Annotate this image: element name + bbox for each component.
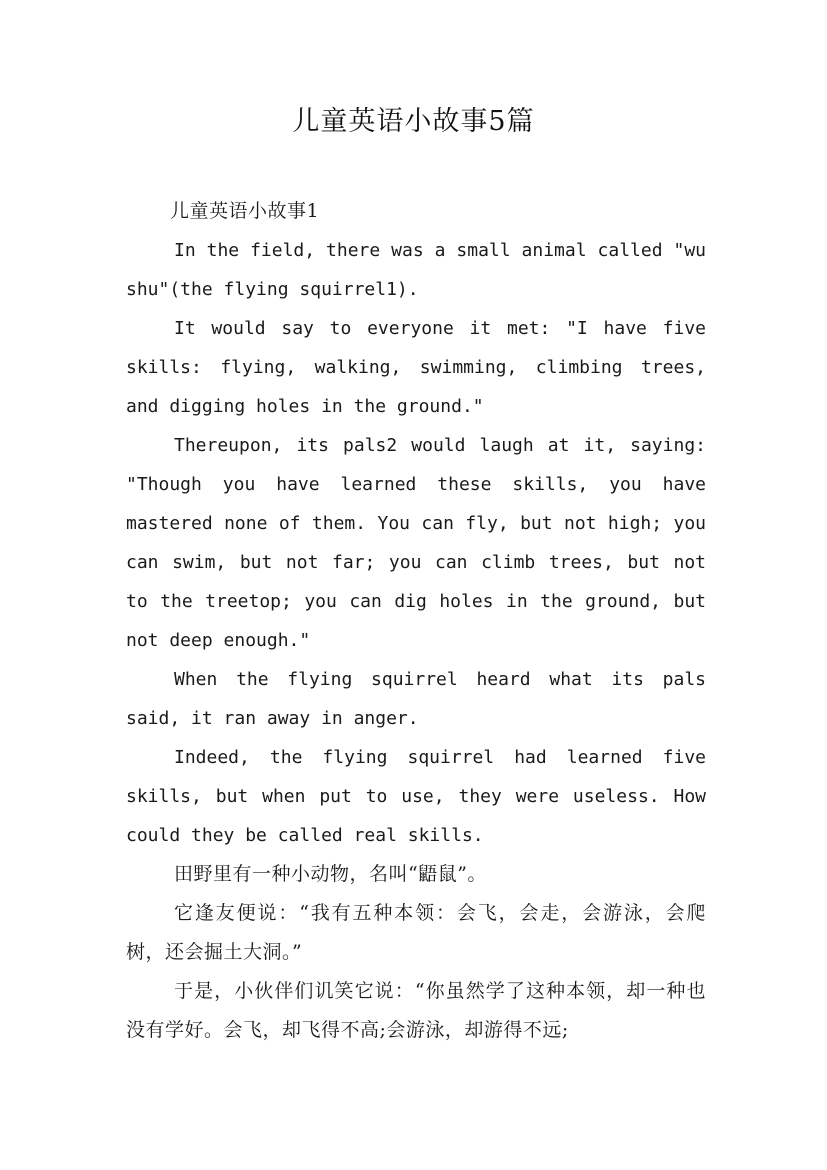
paragraph-2: It would say to everyone it met: "I have five skills: flying, walking, swimming, climbing trees, and digging holes in the ground." xyxy=(126,318,706,417)
paragraph-5: Indeed, the flying squirrel had learned five skills, but when put to use, they were useless. How could they be called real skills. xyxy=(126,747,706,846)
chinese-paragraph-3: 于是，小伙伴们讥笑它说：“你虽然学了这种本领，却一种也没有学好。会飞，却飞得不高;会游泳，却游得不远; xyxy=(126,980,706,1041)
chinese-paragraph-2: 它逢友便说：“我有五种本领：会飞，会走，会游泳，会爬树，还会掘土大洞。” xyxy=(126,902,706,963)
chinese-paragraph-1: 田野里有一种小动物，名叫“鼯鼠”。 xyxy=(174,863,487,885)
paragraph-1: In the field, there was a small animal called "wu shu"(the flying squirrel1). xyxy=(126,240,706,300)
paragraph-4: When the flying squirrel heard what its pals said, it ran away in anger. xyxy=(126,669,706,729)
paragraph-3: Thereupon, its pals2 would laugh at it, saying: "Though you have learned these skills, you have mastered none of them. You can fly, but not high; you can swim, but not far; you can climb trees, but not to the treetop; you can dig holes in the ground, but not deep enough." xyxy=(126,435,706,651)
section-heading: 儿童英语小故事1 xyxy=(170,200,320,222)
document-title: 儿童英语小故事5篇 xyxy=(292,106,535,137)
document-body xyxy=(126,192,706,1050)
